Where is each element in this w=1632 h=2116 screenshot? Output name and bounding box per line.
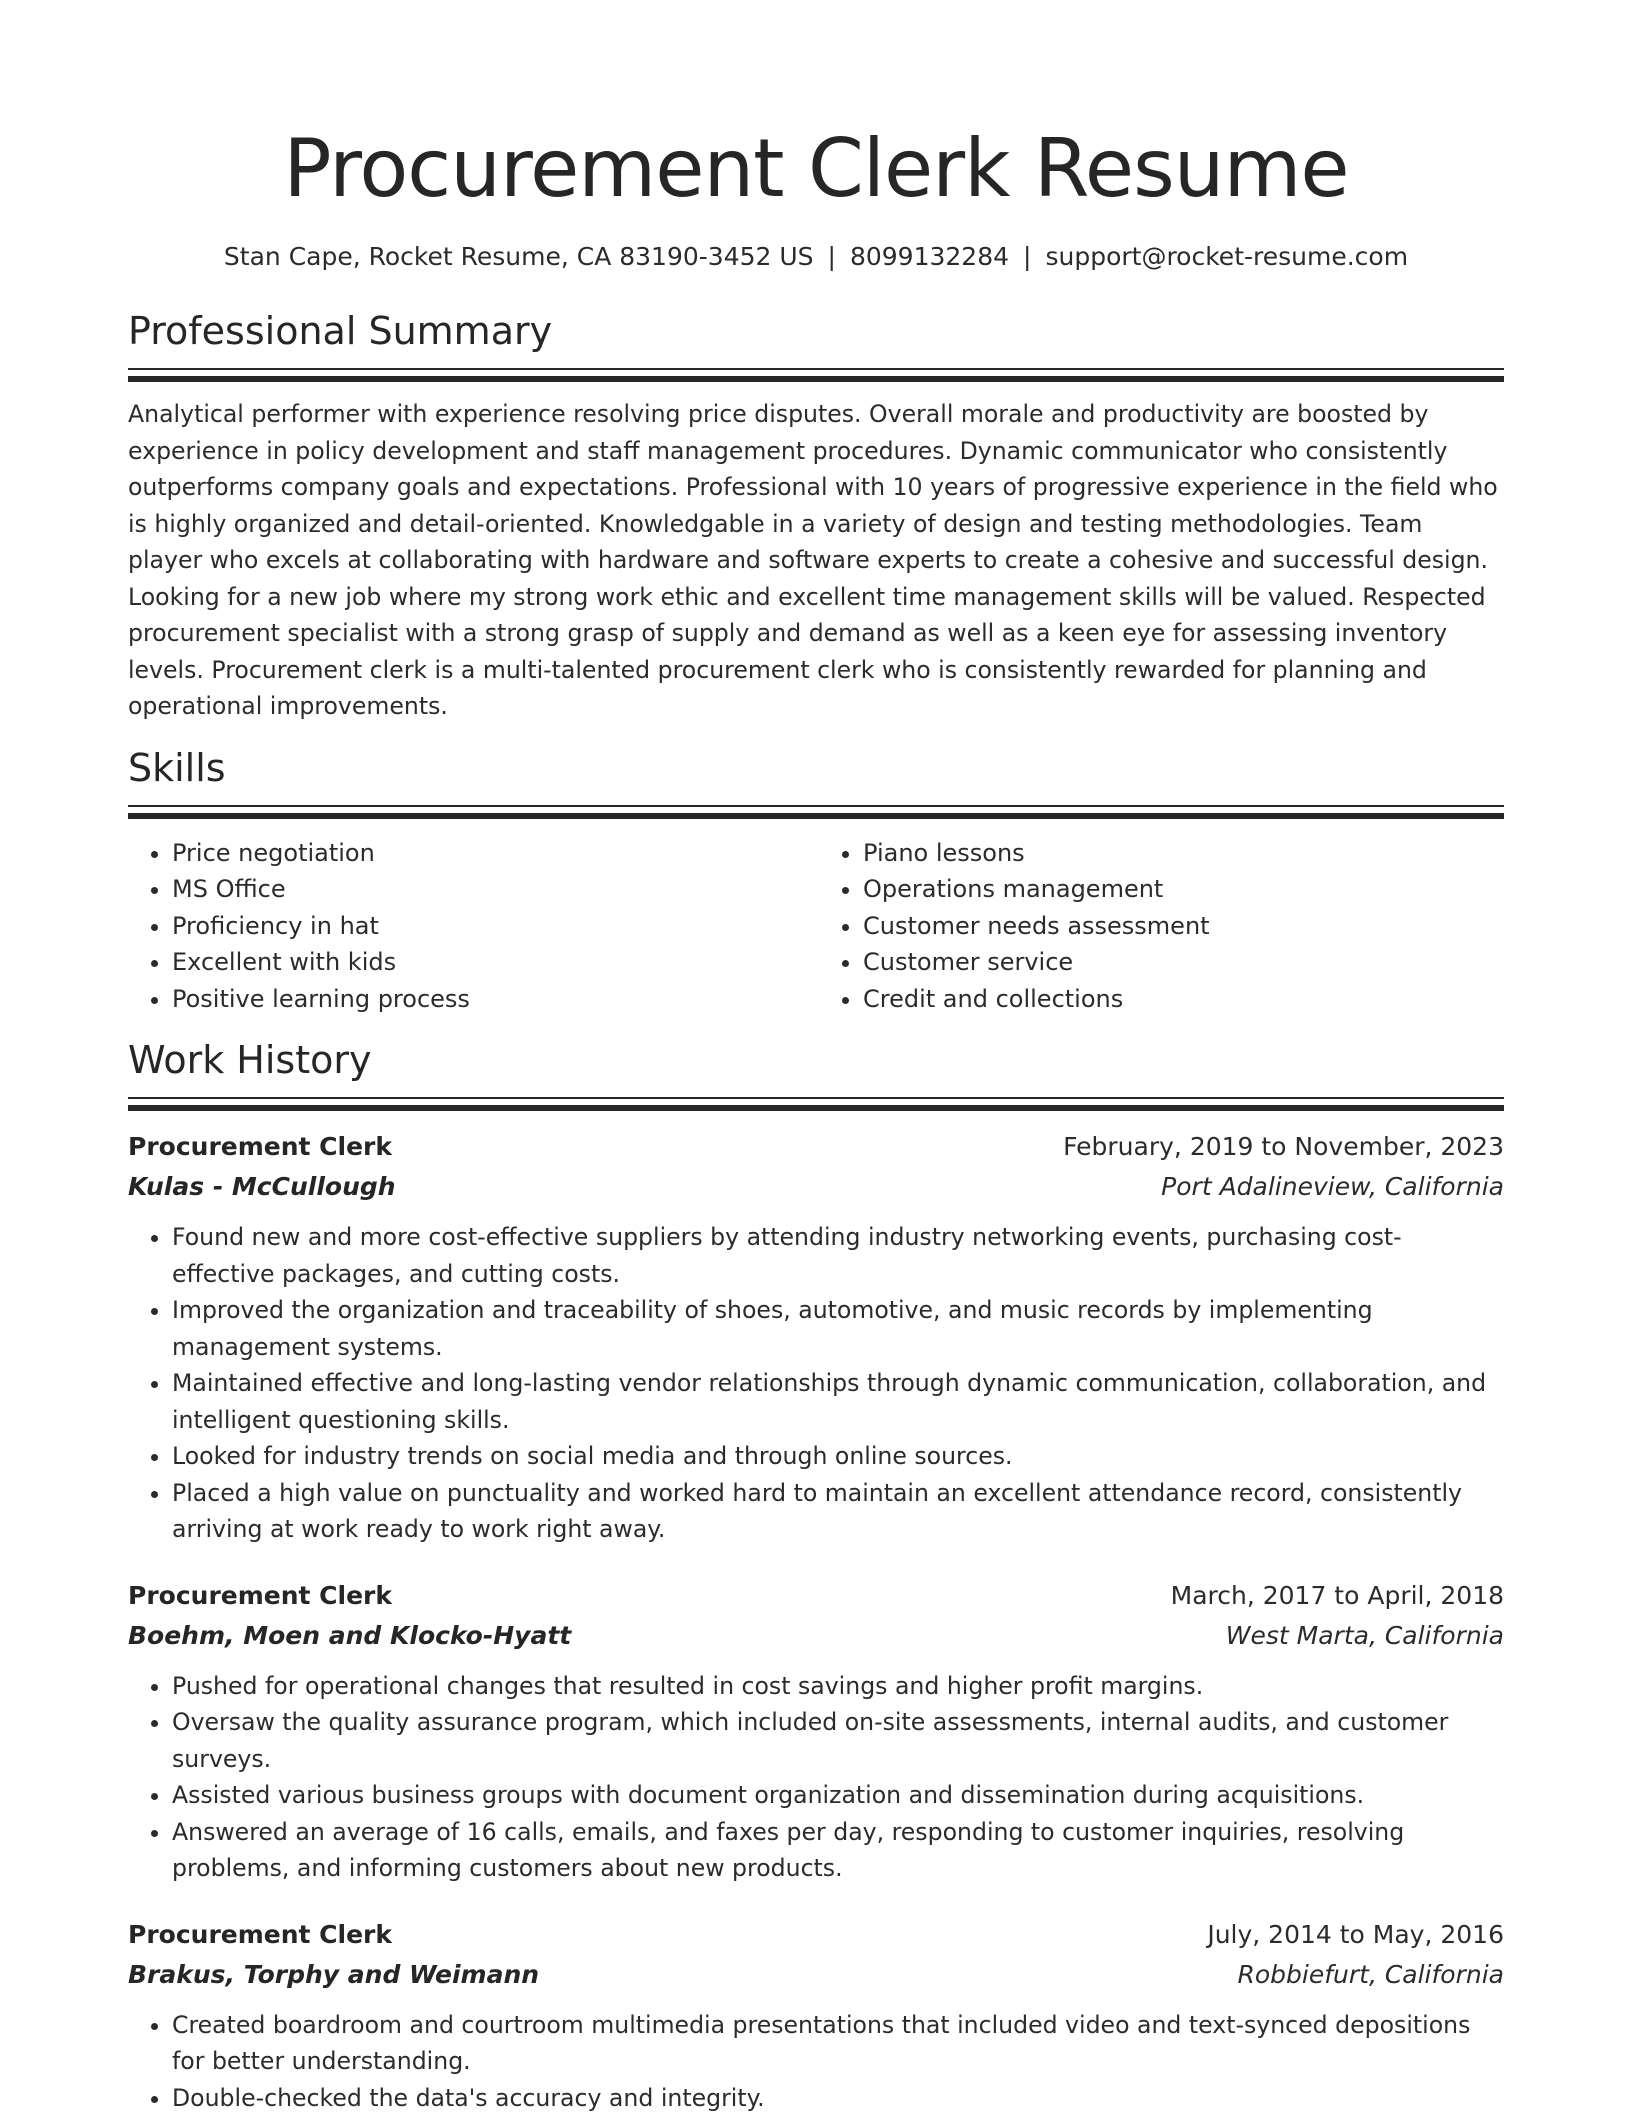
job-subheader — [128, 1955, 1504, 1995]
skill-item: • Piano lessons — [863, 835, 1504, 872]
job-bullet: • Assisted various business groups with document organization and dissemination during acquisitions. — [172, 1777, 1504, 1814]
job-entry — [128, 1127, 1504, 1548]
summary-heading: Professional Summary — [128, 306, 1504, 356]
job-title: Procurement Clerk — [128, 1915, 392, 1955]
contact-address: Stan Cape, Rocket Resume, CA 83190-3452 US — [224, 242, 814, 271]
job-bullet: • Maintained effective and long-lasting vendor relationships through dynamic communication, collaboration, and intelligent questioning skills. — [172, 1365, 1504, 1438]
work-history-section — [128, 1035, 1504, 2116]
section-divider — [128, 368, 1504, 382]
job-bullet: • Found new and more cost-effective suppliers by attending industry networking events, purchasing cost-effective packages, and cutting costs. — [172, 1219, 1504, 1292]
job-bullets — [128, 1668, 1504, 1887]
job-location: West Marta, California — [1226, 1616, 1504, 1656]
job-header — [128, 1915, 1504, 1955]
section-divider — [128, 1097, 1504, 1111]
job-entry — [128, 1915, 1504, 2116]
skill-item: • Excellent with kids — [172, 944, 813, 981]
job-entry — [128, 1576, 1504, 1887]
job-location: Robbiefurt, California — [1237, 1955, 1504, 1995]
job-company: Brakus, Torphy and Weimann — [128, 1955, 539, 1995]
skills-list-right — [813, 835, 1504, 1018]
skill-item: • Customer service — [863, 944, 1504, 981]
contact-separator: | — [814, 242, 850, 271]
job-bullet: • Looked for industry trends on social media and through online sources. — [172, 1438, 1504, 1475]
job-bullet: • Answered an average of 16 calls, emails, and faxes per day, responding to customer inquiries, resolving problems, and informing customers about new products. — [172, 1814, 1504, 1887]
section-divider — [128, 805, 1504, 819]
skills-list-left — [128, 835, 813, 1018]
work-history-heading: Work History — [128, 1035, 1504, 1085]
summary-text: Analytical performer with experience resolving price disputes. Overall morale and productivity are boosted by experience in policy development and staff management procedures. Dynamic communicator who consistently outperforms company goals and expectations. Professional with 10 years of progressive experience in the field who is highly organized and detail-oriented. Knowledgable in a variety of design and testing methodologies. Team player who excels at collaborating with hardware and software experts to create a cohesive and successful design. Looking for a new job where my strong work ethic and excellent time management skills will be valued. Respected procurement specialist with a strong grasp of supply and demand as well as a keen eye for assessing inventory levels. Procurement clerk is a multi-talented procurement clerk who is consistently rewarded for planning and operational improvements. — [128, 396, 1504, 725]
summary-section — [128, 306, 1504, 725]
skill-item: • Price negotiation — [172, 835, 813, 872]
job-bullet: • Created boardroom and courtroom multimedia presentations that included video and text-synced depositions for better understanding. — [172, 2007, 1504, 2080]
skill-item: • Positive learning process — [172, 981, 813, 1018]
job-company: Boehm, Moen and Klocko-Hyatt — [128, 1616, 571, 1656]
skill-item: • Operations management — [863, 871, 1504, 908]
job-bullet: • Oversaw the quality assurance program, which included on-site assessments, internal audits, and customer surveys. — [172, 1704, 1504, 1777]
job-bullet: • Placed a high value on punctuality and worked hard to maintain an excellent attendance record, consistently arriving at work ready to work right away. — [172, 1475, 1504, 1548]
job-subheader — [128, 1167, 1504, 1207]
contact-separator: | — [1009, 242, 1045, 271]
job-subheader — [128, 1616, 1504, 1656]
skills-section — [128, 743, 1504, 1018]
job-title: Procurement Clerk — [128, 1576, 392, 1616]
job-location: Port Adalineview, California — [1161, 1167, 1504, 1207]
contact-email[interactable]: support@rocket-resume.com — [1045, 242, 1408, 271]
job-company: Kulas - McCullough — [128, 1167, 396, 1207]
skill-item: • Customer needs assessment — [863, 908, 1504, 945]
skills-heading: Skills — [128, 743, 1504, 793]
job-dates: July, 2014 to May, 2016 — [1207, 1915, 1504, 1955]
job-header — [128, 1127, 1504, 1167]
job-bullets — [128, 1219, 1504, 1548]
contact-line — [128, 240, 1504, 274]
job-bullet: • Improved the organization and traceability of shoes, automotive, and music records by implementing management systems. — [172, 1292, 1504, 1365]
job-dates: March, 2017 to April, 2018 — [1171, 1576, 1504, 1616]
skill-item: • MS Office — [172, 871, 813, 908]
skill-item: • Proficiency in hat — [172, 908, 813, 945]
contact-phone: 8099132284 — [850, 242, 1009, 271]
skills-columns — [128, 835, 1504, 1018]
resume-title: Procurement Clerk Resume — [128, 0, 1504, 220]
job-title: Procurement Clerk — [128, 1127, 392, 1167]
job-bullets — [128, 2007, 1504, 2116]
skill-item: • Credit and collections — [863, 981, 1504, 1018]
job-bullet: • Double-checked the data's accuracy and integrity. — [172, 2080, 1504, 2116]
job-dates: February, 2019 to November, 2023 — [1063, 1127, 1504, 1167]
job-header — [128, 1576, 1504, 1616]
job-bullet: • Pushed for operational changes that resulted in cost savings and higher profit margins. — [172, 1668, 1504, 1705]
